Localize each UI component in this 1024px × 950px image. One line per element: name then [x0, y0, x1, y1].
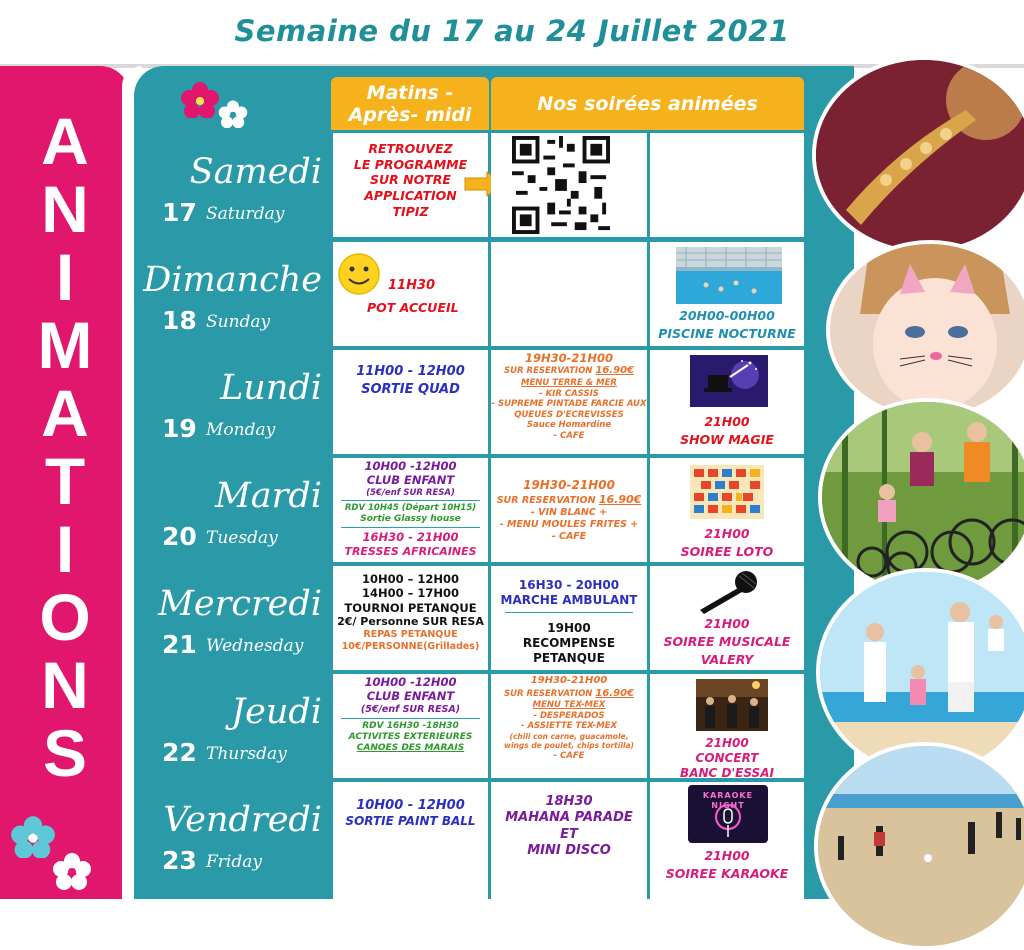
menu-title: MENU TERRE & MER — [521, 377, 617, 388]
divider — [505, 612, 633, 613]
face-paint-photo — [826, 240, 1024, 420]
menu-item: (chili con carne, guacamole, — [509, 731, 629, 741]
time: 11H00 - 12H00 — [356, 364, 465, 379]
letter: S — [42, 716, 88, 790]
day-label-mercredi — [150, 584, 330, 664]
day-number: 20 — [162, 522, 197, 551]
menu-item: Sauce Homardine — [526, 420, 612, 431]
event-label: CLUB ENFANT — [366, 473, 455, 488]
menu-title: MENU TEX-MEX — [532, 700, 606, 710]
time: 16H30 - 20H00 — [518, 578, 620, 592]
menu-item: - CAFE — [551, 530, 587, 542]
day-label-samedi — [150, 152, 330, 232]
time: 21H00 — [704, 526, 750, 541]
event-label: SORTIE PAINT BALL — [345, 814, 476, 829]
bike-family-illustration — [822, 402, 1024, 592]
event-label: CANOES DES MARAIS — [356, 743, 465, 754]
text-line: LE PROGRAMME — [353, 156, 468, 172]
day-number: 19 — [162, 414, 197, 443]
bike-family-photo — [818, 398, 1024, 596]
time: 21H00 — [704, 616, 750, 631]
day-name: Jeudi — [231, 692, 322, 732]
letter: I — [55, 240, 75, 314]
loto-photo — [690, 465, 764, 519]
time: 19H30-21H00 — [523, 478, 615, 492]
day-number: 22 — [162, 738, 197, 767]
karaoke-sign-text: KARAOKE NIGHT — [702, 791, 754, 810]
day-name: Mercredi — [158, 584, 322, 624]
day-label-mardi — [150, 476, 330, 556]
letter: A — [41, 104, 89, 178]
vendredi-evening-cell — [491, 782, 647, 899]
event-label: CLUB ENFANT — [366, 689, 455, 704]
price: 16.90€ — [595, 365, 634, 377]
event-label: Sortie Glassy house — [360, 514, 461, 524]
day-english: Thursday — [206, 744, 287, 764]
time: 21H00 — [705, 736, 749, 750]
day-label-lundi — [150, 368, 330, 448]
event-label: SORTIE QUAD — [361, 382, 460, 398]
day-number: 18 — [162, 306, 197, 335]
event-label: SOIREE KARAOKE — [665, 866, 789, 881]
event-label: SHOW MAGIE — [680, 432, 774, 447]
letter: N — [41, 172, 89, 246]
letter: M — [37, 308, 93, 382]
event-label: REPAS PETANQUE — [363, 628, 458, 640]
letter: N — [41, 648, 89, 722]
day-label-dimanche — [143, 260, 330, 340]
event-label: ET — [560, 826, 578, 842]
beach-football-photo — [814, 742, 1024, 950]
day-name: Mardi — [214, 476, 322, 516]
day-english: Monday — [206, 420, 276, 440]
time: 18H30 — [545, 794, 593, 809]
hibiscus-icon — [218, 100, 248, 128]
saxophone-photo — [812, 56, 1024, 254]
day-name: Dimanche — [143, 260, 322, 300]
day-english: Friday — [206, 852, 262, 872]
day-name: Lundi — [220, 368, 322, 408]
event-label: SOIREE MUSICALE — [663, 634, 791, 649]
animations-vertical-title — [30, 104, 100, 790]
price: 16.90€ — [595, 687, 634, 699]
reservation-label: SUR RESERVATION — [504, 366, 596, 377]
lundi-evening-cell — [491, 350, 647, 454]
text-line: TIPIZ — [392, 203, 429, 219]
menu-item: - DESPERADOS — [533, 710, 605, 721]
text-line: RETROUVEZ — [368, 141, 453, 156]
pool-photo — [676, 247, 782, 304]
smiley-icon — [337, 252, 381, 296]
event-label: PISCINE NOCTURNE — [658, 326, 796, 341]
page-title: Semaine du 17 au 24 Juillet 2021 — [234, 14, 790, 48]
divider — [341, 500, 480, 501]
time: 21H00 — [704, 848, 750, 863]
event-label: BANC D'ESSAI — [680, 766, 774, 778]
event-label: RECOMPENSE — [522, 636, 616, 650]
time: 14H00 – 17H00 — [361, 586, 460, 601]
mardi-evening-cell — [491, 458, 647, 562]
day-name: Vendredi — [163, 800, 322, 840]
mercredi-evening-cell — [491, 566, 647, 670]
time: 21H00 — [704, 414, 750, 429]
microphone-icon — [694, 568, 764, 616]
price: 16.90€ — [598, 493, 642, 506]
divider — [341, 527, 480, 528]
letter: O — [39, 580, 91, 654]
samedi-night-cell — [650, 133, 804, 237]
saxophone-illustration — [816, 60, 1024, 250]
event-label: SOIREE LOTO — [680, 544, 774, 559]
menu-item: QUEUES D'ECREVISSES — [514, 409, 624, 420]
time: 10H00 – 12H00 — [361, 572, 460, 586]
time: 20H00-00H00 — [679, 308, 775, 323]
day-label-vendredi — [150, 800, 330, 880]
event-label: POT ACCUEIL — [367, 300, 459, 315]
jeudi-evening-cell — [491, 674, 647, 778]
day-number: 21 — [162, 630, 197, 659]
meeting-time: RDV 10H45 (Départ 10H15) — [344, 503, 477, 514]
price-note: (5€/enf SUR RESA) — [366, 487, 455, 498]
day-english: Wednesday — [206, 636, 304, 656]
header-mornings: Matins - Après- midi — [331, 77, 489, 130]
event-label: PETANQUE — [533, 651, 605, 665]
magic-show-photo — [690, 355, 768, 407]
reservation — [491, 688, 647, 701]
beach-football-illustration — [818, 746, 1024, 946]
lundi-morning-cell — [333, 350, 488, 454]
time: 10H00 - 12H00 — [356, 798, 465, 813]
menu-item: - CAFE — [553, 431, 585, 441]
time: 19H00 — [547, 621, 591, 635]
event-label: MARCHE AMBULANT — [500, 593, 638, 607]
menu-item: - CAFE — [553, 750, 585, 761]
time: 19H30-21H00 — [530, 675, 608, 686]
day-english: Sunday — [206, 312, 271, 332]
meeting-time: RDV 16H30 -18H30 — [362, 720, 459, 731]
day-name: Samedi — [189, 152, 322, 192]
price-note: 10€/PERSONNE(Grillades) — [341, 640, 480, 652]
time: 10H00 -12H00 — [364, 459, 457, 473]
menu-item: - KIR CASSIS — [539, 388, 599, 399]
text-line: SUR NOTRE — [370, 172, 451, 188]
letter: A — [41, 376, 89, 450]
time: 11H30 — [388, 278, 436, 293]
menu-item: wings de poulet, chips tortilla) — [504, 741, 634, 751]
reservation — [491, 365, 647, 378]
hibiscus-icon — [52, 852, 92, 890]
concert-photo — [696, 679, 768, 731]
day-english: Tuesday — [206, 528, 278, 548]
price-note: (5€/enf SUR RESA) — [360, 703, 461, 715]
mardi-morning-cell — [333, 458, 488, 562]
qr-code-icon — [512, 136, 610, 234]
time: 10H00 -12H00 — [364, 675, 457, 689]
day-number: 17 — [162, 198, 197, 227]
event-label: CONCERT — [695, 751, 759, 765]
letter: I — [55, 512, 75, 586]
event-label: TRESSES AFRICAINES — [344, 544, 477, 558]
vendredi-morning-cell — [333, 782, 488, 899]
text-line: APPLICATION — [364, 187, 457, 203]
jeudi-morning-cell — [333, 674, 488, 778]
event-label: MAHANA PARADE — [505, 810, 633, 826]
menu-item: - SUPREME PINTADE FARCIE AUX — [491, 399, 647, 410]
reservation-label: SUR RESERVATION — [504, 688, 596, 699]
karaoke-night-sign — [688, 785, 768, 843]
time: 16H30 - 21H00 — [362, 530, 459, 545]
hibiscus-icon — [180, 82, 220, 118]
menu-item: - VIN BLANC + — [530, 506, 608, 518]
event-label: MINI DISCO — [527, 842, 611, 858]
event-label: VALERY — [700, 652, 754, 667]
day-english: Saturday — [206, 204, 285, 224]
day-label-jeudi — [150, 692, 330, 772]
face-paint-illustration — [830, 244, 1024, 416]
letter: T — [44, 444, 86, 518]
event-label: TOURNOI PETANQUE — [344, 600, 477, 615]
menu-item: - MENU MOULES FRITES + — [499, 518, 639, 530]
event-label: ACTIVITES EXTERIEURES — [348, 731, 473, 742]
price-note: 2€/ Personne SUR RESA — [337, 615, 484, 629]
time: 19H30-21H00 — [524, 351, 614, 365]
mercredi-morning-cell — [333, 566, 488, 670]
reservation — [491, 493, 647, 507]
day-number: 23 — [162, 846, 197, 875]
mic-neon-icon — [712, 803, 744, 841]
reservation-label: SUR RESERVATION — [496, 495, 599, 506]
hibiscus-icon — [10, 816, 56, 858]
header-evenings: Nos soirées animées — [491, 77, 804, 130]
menu-item: - ASSIETTE TEX-MEX — [520, 721, 618, 732]
divider — [341, 718, 480, 719]
dimanche-evening-cell — [491, 242, 647, 346]
